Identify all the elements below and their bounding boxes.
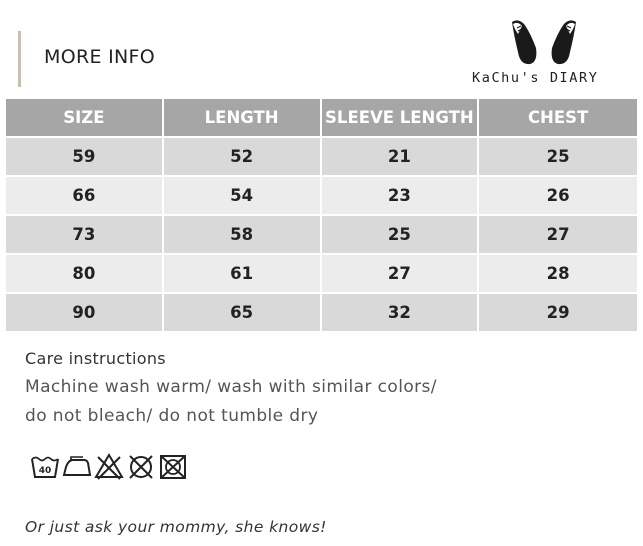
iron-icon: [62, 451, 92, 485]
cell-chest: 26: [479, 177, 637, 216]
baby-shoes-icon: [508, 18, 580, 68]
care-text-line-2: do not bleach/ do not tumble dry: [25, 406, 319, 426]
care-heading: Care instructions: [25, 349, 166, 368]
brand-name: KaChu's DIARY: [472, 70, 599, 86]
cell-length: 58: [164, 216, 322, 255]
cell-chest: 29: [479, 294, 637, 333]
brand-logo: [468, 18, 628, 90]
cell-size: 80: [6, 255, 164, 294]
do-not-tumble-dry-icon: [126, 451, 156, 485]
cell-sleeve-length: 23: [322, 177, 480, 216]
cell-length: 54: [164, 177, 322, 216]
header-accent-bar: [18, 31, 21, 87]
care-text-line-1: Machine wash warm/ wash with similar colors/: [25, 377, 437, 397]
table-row: [6, 255, 637, 294]
cell-chest: 25: [479, 138, 637, 177]
cell-length: 61: [164, 255, 322, 294]
do-not-dry-clean-icon: [158, 451, 188, 485]
cell-chest: 28: [479, 255, 637, 294]
column-header-size: SIZE: [6, 99, 164, 138]
footer-note: Or just ask your mommy, she knows!: [25, 518, 327, 536]
cell-size: 90: [6, 294, 164, 333]
cell-length: 52: [164, 138, 322, 177]
table-row: [6, 216, 637, 255]
cell-sleeve-length: 21: [322, 138, 480, 177]
cell-sleeve-length: 25: [322, 216, 480, 255]
size-table: [6, 99, 637, 333]
column-header-length: LENGTH: [164, 99, 322, 138]
cell-sleeve-length: 32: [322, 294, 480, 333]
cell-chest: 27: [479, 216, 637, 255]
wash-40-icon: [30, 451, 60, 485]
table-row: [6, 294, 637, 333]
care-icons: [30, 452, 188, 484]
cell-length: 65: [164, 294, 322, 333]
page-title: MORE INFO: [44, 46, 155, 68]
cell-size: 73: [6, 216, 164, 255]
cell-size: 66: [6, 177, 164, 216]
cell-size: 59: [6, 138, 164, 177]
table-row: [6, 177, 637, 216]
column-header-sleeve-length: SLEEVE LENGTH: [322, 99, 480, 138]
cell-sleeve-length: 27: [322, 255, 480, 294]
column-header-chest: CHEST: [479, 99, 637, 138]
do-not-bleach-icon: [94, 451, 124, 485]
table-row: [6, 138, 637, 177]
wash-temperature-label: 40: [38, 466, 52, 476]
table-header-row: [6, 99, 637, 138]
